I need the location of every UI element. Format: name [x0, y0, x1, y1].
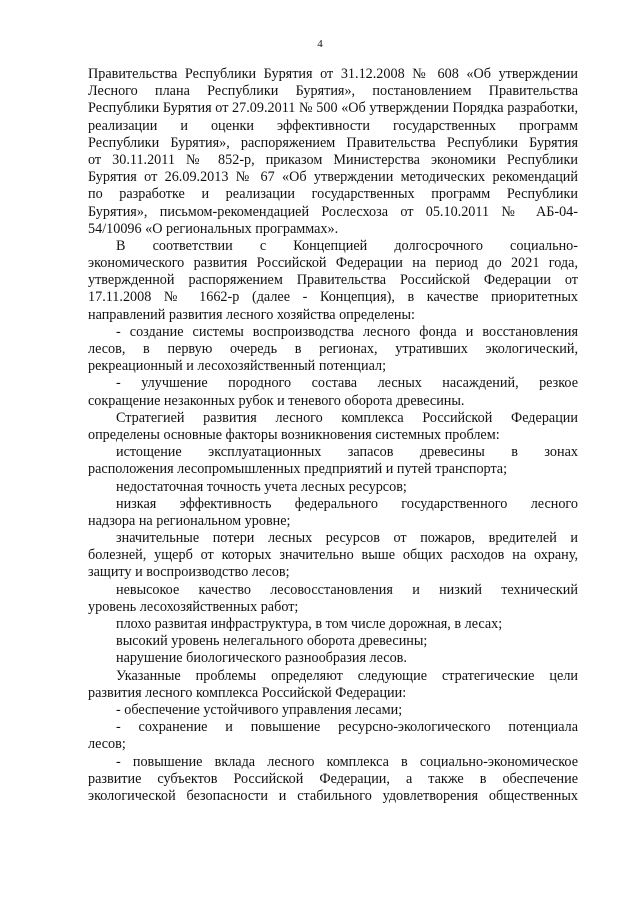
- text-line: реализации и оценки эффективности государственных программ: [88, 117, 578, 134]
- text-line: рекреационный и лесохозяйственный потенциал;: [88, 358, 387, 375]
- text-line: - повышение вклада лесного комплекса в социально-экономическое: [116, 753, 578, 770]
- text-line: 17.11.2008 № 1662-р (далее - Концепция), в качестве приоритетных: [88, 289, 578, 306]
- text-line: расположения лесопромышленных предприятий и путей транспорта;: [88, 461, 508, 478]
- text-line: Правительства Республики Бурятия от 31.12.2008 № 608 «Об утверждении: [88, 66, 578, 82]
- text-line: лесов;: [88, 736, 126, 753]
- text-line: определены основные факторы возникновения системных проблем:: [88, 426, 500, 443]
- text-line: невысокое качество лесовосстановления и низкий технический: [116, 581, 578, 598]
- text-line: развития лесного комплекса Российской Федерации:: [88, 684, 407, 701]
- text-line: лесов, в первую очередь в регионах, утративших экологический,: [88, 341, 578, 357]
- text-line: надзора на региональном уровне;: [88, 512, 291, 529]
- text-line: экономического развития Российской Федерации на период до 2021 года,: [88, 255, 578, 272]
- body-text: [88, 66, 578, 805]
- text-line: высокий уровень нелегального оборота древесины;: [116, 633, 428, 650]
- text-line: - сохранение и повышение ресурсно-экологического потенциала: [116, 719, 578, 736]
- text-line: 54/10096 «О региональных программах».: [88, 220, 339, 237]
- text-line: Стратегией развития лесного комплекса Российской Федерации: [116, 409, 578, 426]
- text-line: Республики Бурятия от 27.09.2011 № 500 «Об утверждении Порядка разработки,: [88, 100, 578, 117]
- text-line: болезней, ущерб от которых значительно выше общих расходов на охрану,: [88, 547, 578, 564]
- text-line: - создание системы воспроизводства лесного фонда и восстановления: [116, 323, 578, 340]
- text-line: низкая эффективность федерального государственного лесного: [116, 495, 578, 512]
- text-line: по разработке и реализации государственных программ Республики: [88, 186, 578, 203]
- text-line: утвержденной распоряжением Правительства Российской Федерации от: [88, 272, 578, 289]
- text-line: - улучшение породного состава лесных насаждений, резкое: [116, 375, 578, 392]
- text-line: уровень лесохозяйственных работ;: [88, 598, 299, 615]
- text-line: Указанные проблемы определяют следующие стратегические цели: [116, 667, 578, 684]
- text-line: Бурятия от 26.09.2013 № 67 «Об утверждении методических рекомендаций: [88, 169, 578, 186]
- text-line: Республики Бурятия», распоряжением Правительства Республики Бурятия: [88, 134, 578, 151]
- text-line: значительные потери лесных ресурсов от пожаров, вредителей и: [116, 530, 578, 547]
- text-line: от 30.11.2011 № 852-р, приказом Министерства экономики Республики: [88, 151, 578, 168]
- text-line: - обеспечение устойчивого управления лесами;: [116, 701, 403, 718]
- text-line: Бурятия», письмом-рекомендацией Рослесхоза от 05.10.2011 № АБ-04-: [88, 203, 578, 220]
- text-line: Лесного плана Республики Бурятия», постановлением Правительства: [88, 83, 578, 100]
- text-line: сокращение незаконных рубок и теневого оборота древесины.: [88, 392, 465, 409]
- text-line: защиту и воспроизводство лесов;: [88, 564, 290, 581]
- text-line: В соответствии с Концепцией долгосрочного социально-: [116, 237, 578, 254]
- text-line: плохо развитая инфраструктура, в том числе дорожная, в лесах;: [116, 616, 503, 632]
- text-line: направлений развития лесного хозяйства определены:: [88, 306, 415, 323]
- page-number: 4: [317, 38, 323, 50]
- text-line: недостаточная точность учета лесных ресурсов;: [116, 478, 407, 495]
- text-line: нарушение биологического разнообразия лесов.: [116, 650, 407, 667]
- text-line: экологической безопасности и стабильного удовлетворения общественных: [88, 787, 578, 804]
- text-line: истощение эксплуатационных запасов древесины в зонах: [116, 444, 578, 461]
- text-line: развитие субъектов Российской Федерации, а также в обеспечение: [88, 770, 578, 787]
